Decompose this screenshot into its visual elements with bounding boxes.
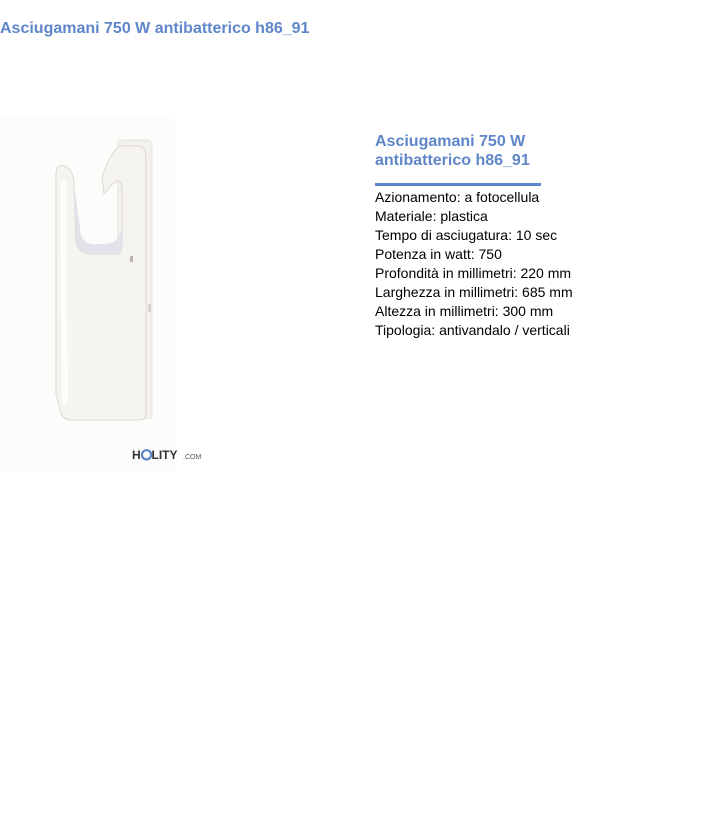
product-name: Asciugamani 750 W antibatterico h86_91: [375, 133, 530, 169]
hand-dryer-illustration: [0, 118, 216, 472]
page-title: Asciugamani 750 W antibatterico h86_91: [0, 20, 310, 37]
spec-list: [375, 188, 705, 340]
spec-row-material: Materiale: plastica: [375, 208, 488, 224]
title-underline: [375, 183, 541, 186]
spec-row-actuation: Azionamento: a fotocellula: [375, 189, 540, 205]
spec-row-depth: Profondità in millimetri: 220 mm: [375, 265, 572, 281]
logo-word: LITY: [151, 448, 178, 462]
product-image: [0, 118, 216, 472]
spec-row-type: Tipologia: antivandalo / verticali: [375, 322, 570, 338]
logo-letter-h: H: [132, 448, 141, 462]
spec-row-drying-time: Tempo di asciugatura: 10 sec: [375, 227, 558, 243]
logo-domain: .COM: [183, 454, 202, 461]
product-details: [375, 132, 705, 340]
spec-row-height: Altezza in millimetri: 300 mm: [375, 303, 554, 319]
spec-row-width: Larghezza in millimetri: 685 mm: [375, 284, 573, 300]
spec-row-power: Potenza in watt: 750: [375, 246, 502, 262]
